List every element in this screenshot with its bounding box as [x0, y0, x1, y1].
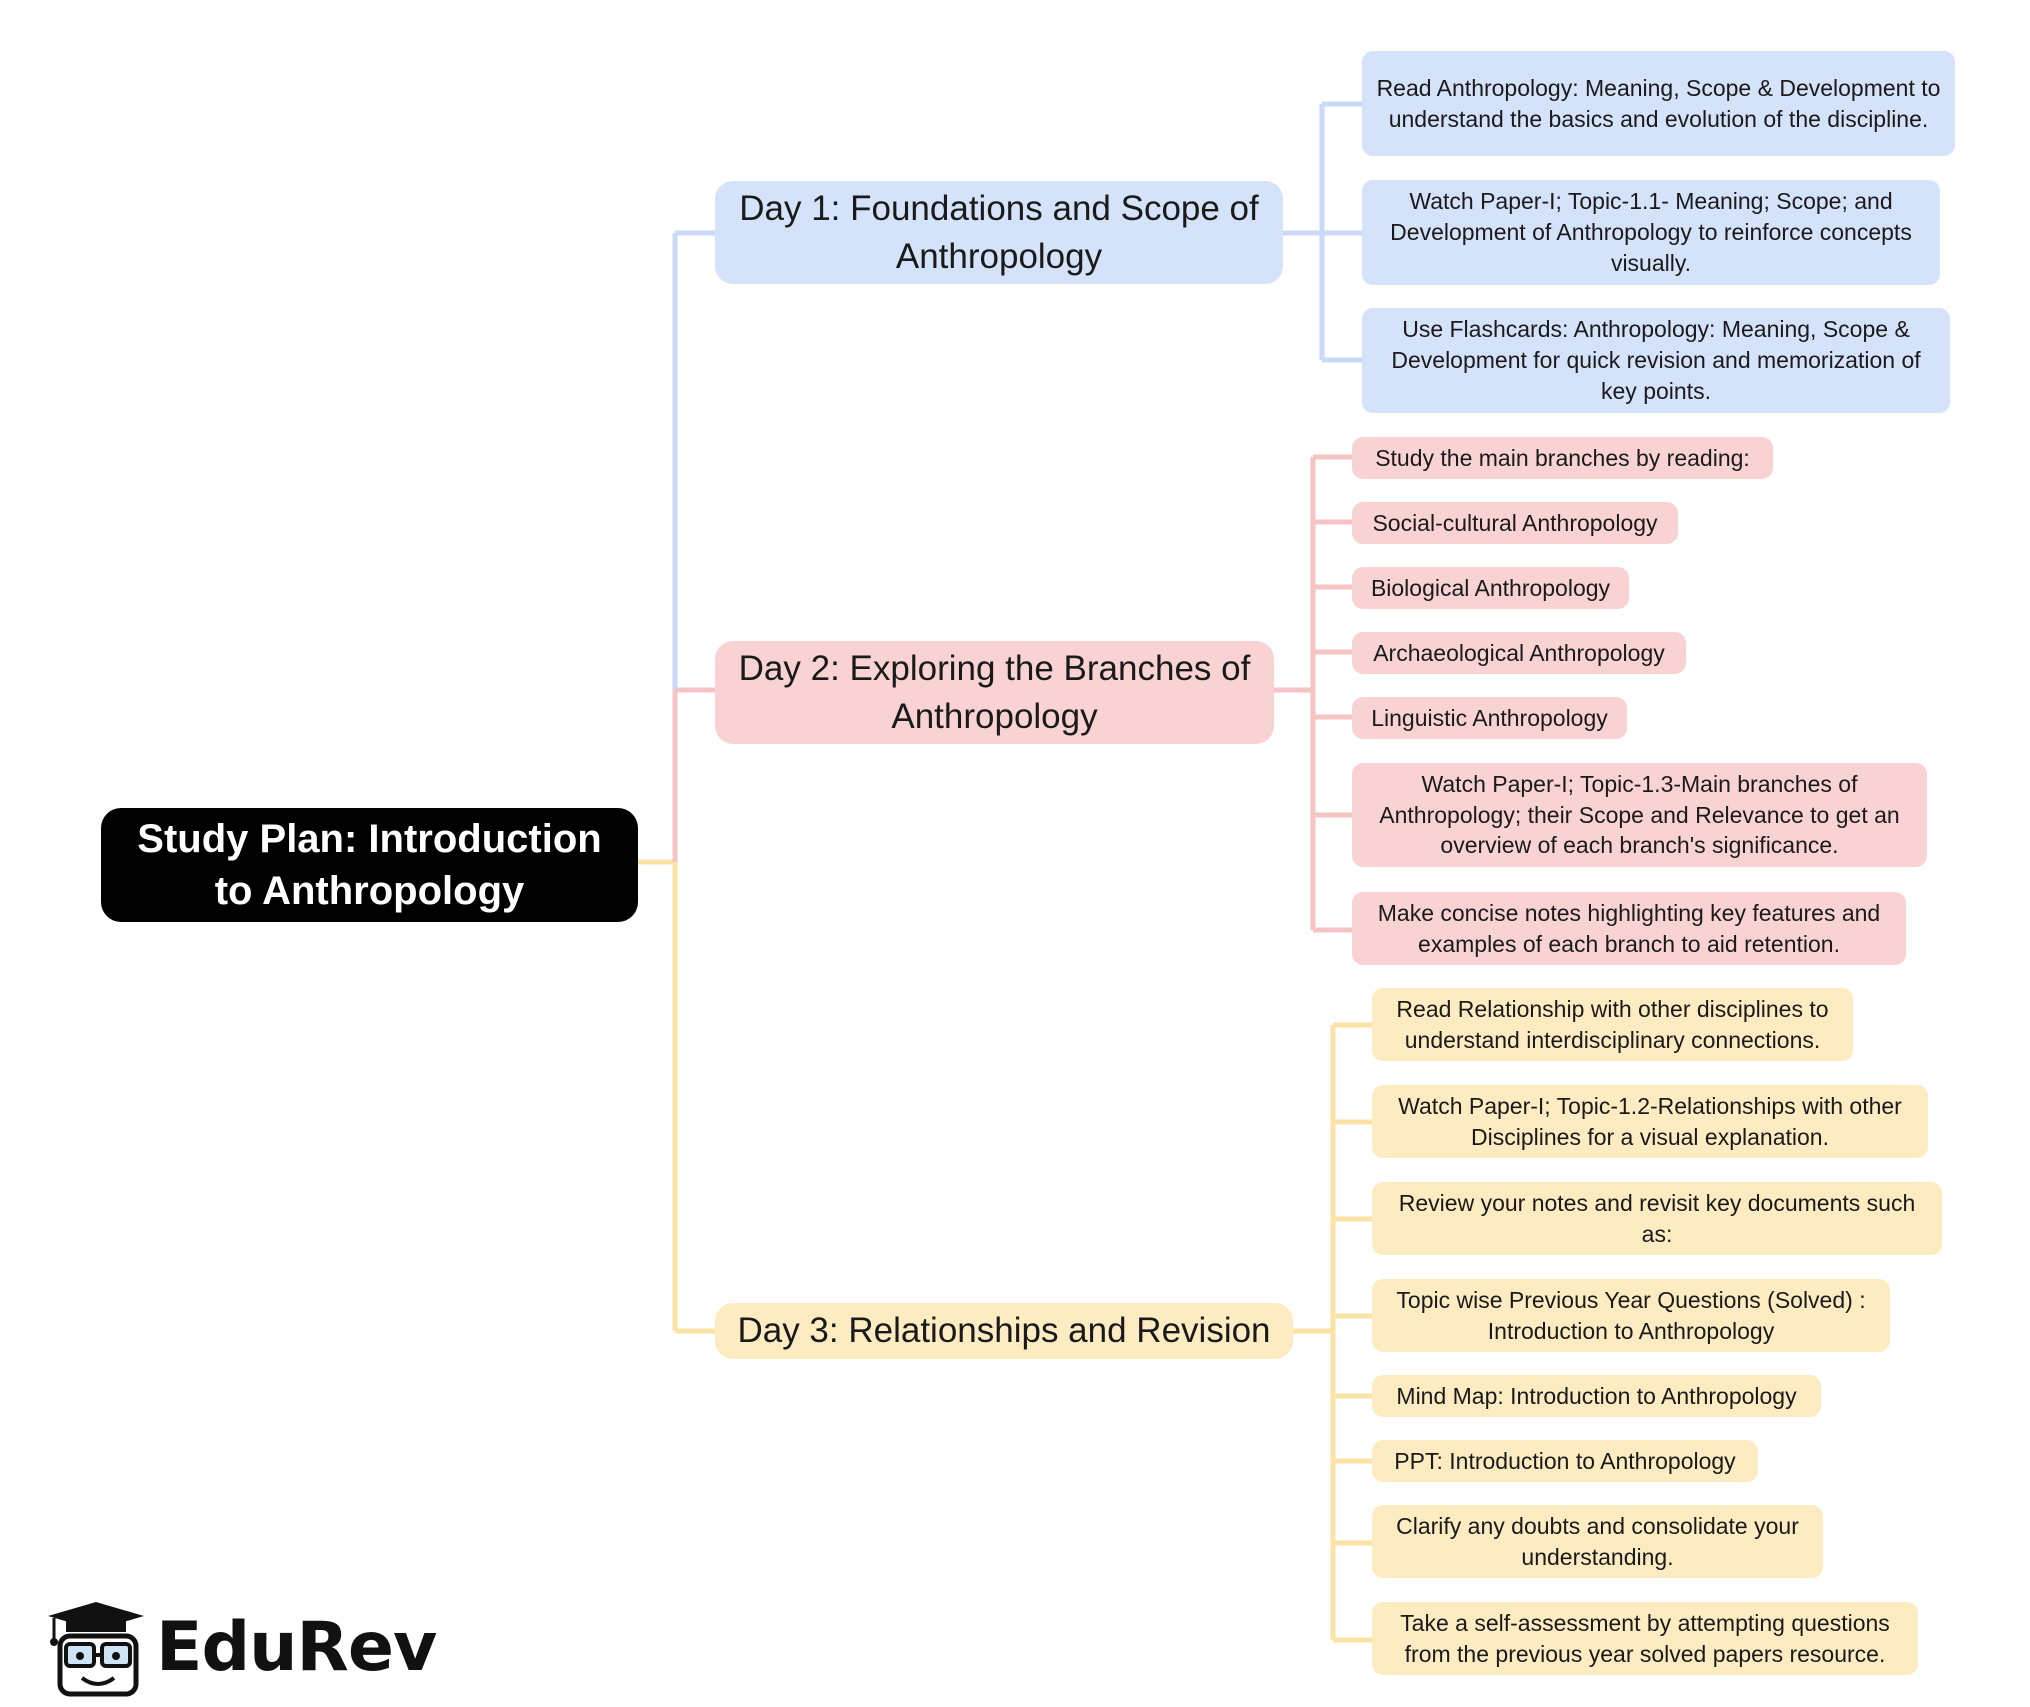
day-3-item: PPT: Introduction to Anthropology	[1372, 1440, 1758, 1482]
day-2-node: Day 2: Exploring the Branches of Anthropology	[715, 641, 1274, 744]
day-3-item: Topic wise Previous Year Questions (Solved) : Introduction to Anthropology	[1372, 1279, 1890, 1352]
day-2-item: Archaeological Anthropology	[1352, 632, 1686, 674]
day-3-item: Read Relationship with other disciplines to understand interdisciplinary connections.	[1372, 988, 1853, 1061]
day-2-item: Watch Paper-I; Topic-1.3-Main branches of Anthropology; their Scope and Relevance to get an overview of each branch's significance.	[1352, 763, 1927, 867]
day-2-item: Make concise notes highlighting key features and examples of each branch to aid retention.	[1352, 892, 1906, 965]
day-1-item: Watch Paper-I; Topic-1.1- Meaning; Scope; and Development of Anthropology to reinforce concepts visually.	[1362, 180, 1940, 285]
day-1-item: Read Anthropology: Meaning, Scope & Development to understand the basics and evolution of the discipline.	[1362, 51, 1955, 156]
day-2-item: Social-cultural Anthropology	[1352, 502, 1678, 544]
day-2-item: Biological Anthropology	[1352, 567, 1629, 609]
day-3-node: Day 3: Relationships and Revision	[715, 1303, 1293, 1359]
day-1-item: Use Flashcards: Anthropology: Meaning, Scope & Development for quick revision and memorization of key points.	[1362, 308, 1950, 413]
day-3-item: Review your notes and revisit key documents such as:	[1372, 1182, 1942, 1255]
day-3-item: Take a self-assessment by attempting questions from the previous year solved papers resource.	[1372, 1602, 1918, 1675]
root-node: Study Plan: Introduction to Anthropology	[101, 808, 638, 922]
day-2-item: Study the main branches by reading:	[1352, 437, 1773, 479]
day-3-item: Watch Paper-I; Topic-1.2-Relationships with other Disciplines for a visual explanation.	[1372, 1085, 1928, 1158]
day-2-item: Linguistic Anthropology	[1352, 697, 1627, 739]
day-3-item: Clarify any doubts and consolidate your understanding.	[1372, 1505, 1823, 1578]
day-3-item: Mind Map: Introduction to Anthropology	[1372, 1375, 1821, 1417]
day-1-node: Day 1: Foundations and Scope of Anthropology	[715, 181, 1283, 284]
brand-name: EduRev	[156, 1608, 437, 1687]
